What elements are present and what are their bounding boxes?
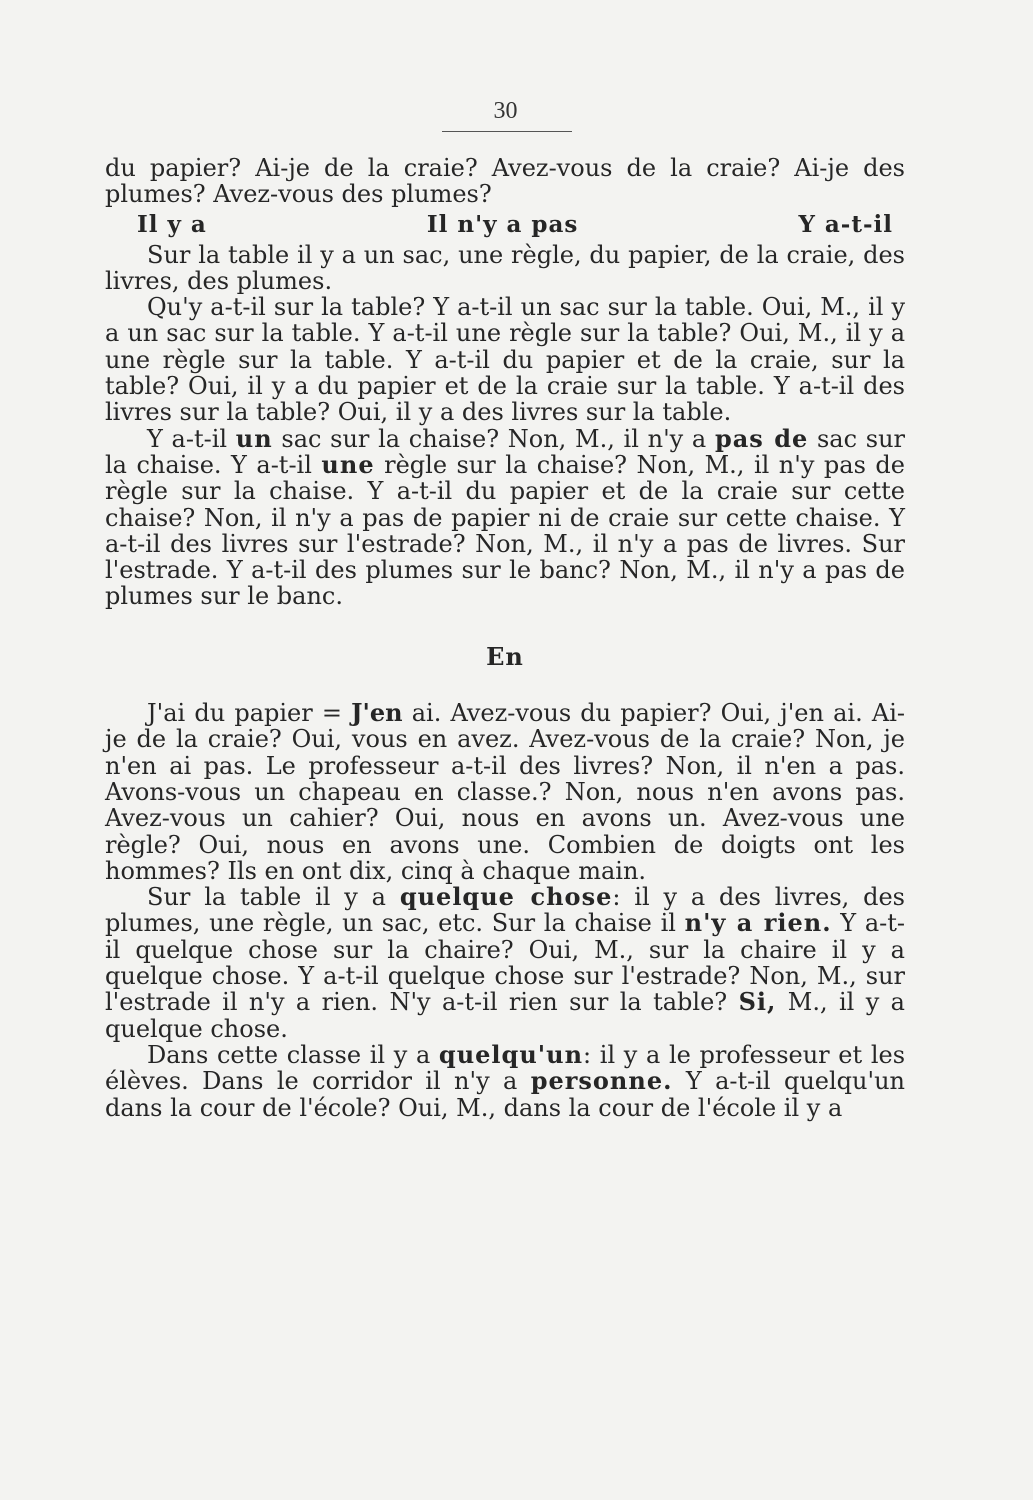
paragraph-7 bbox=[105, 1039, 906, 1122]
bold-term: quelque chose bbox=[399, 882, 613, 912]
header-rule bbox=[442, 131, 572, 132]
paragraph-5 bbox=[105, 700, 905, 884]
text-span: sac sur la chaise. Y a-t-il bbox=[105, 424, 906, 479]
heading-row bbox=[105, 208, 905, 242]
text-span: Y a-t-il bbox=[147, 424, 236, 453]
page-number: 30 bbox=[493, 98, 518, 124]
section-title-en: En bbox=[486, 641, 524, 671]
text-span: Dans cette classe il y a bbox=[147, 1040, 439, 1069]
text-span: Y a-t-il quelque chose sur la chaire? Oui, M., sur la chaire il y a quelque chose. Y a-t-il quelque chose sur l'estrade? Non, M., sur l'estrade il n'y a rien. N'y a-t-il rien sur la table? bbox=[105, 909, 905, 1017]
bold-term: quelqu'un bbox=[438, 1039, 584, 1069]
text-span: : il y a des livres, des plumes, une règle, un sac, etc. Sur la chaise il bbox=[105, 883, 906, 938]
bold-term: personne. bbox=[530, 1066, 673, 1096]
bold-term: Si, bbox=[738, 987, 777, 1017]
bold-term: pas de bbox=[714, 423, 809, 453]
text-span: Y a-t-il quelqu'un dans la cour de l'école? Oui, M., dans la cour de l'école il y a bbox=[105, 1067, 905, 1122]
text-span: M., il y a quelque chose. bbox=[105, 988, 905, 1043]
body-text bbox=[105, 155, 905, 1121]
text-span: Sur la table il y a bbox=[147, 883, 400, 912]
bold-term: n'y a rien. bbox=[684, 908, 832, 938]
text-span: : il y a le professeur et les élèves. Dans le corridor il n'y a bbox=[105, 1040, 906, 1096]
bold-term: un bbox=[235, 423, 273, 453]
heading-y-a-t-il: Y a-t-il bbox=[798, 210, 893, 238]
text-span: règle sur la chaise? Non, M., il n'y pas de règle sur la chaise. Y a-t-il du papier et de la craie sur cette chaise? Non, il n'y a pas de papier ni de craie sur cette chaise. Y a-t-il des livres sur l'estrade? Non, M., il n'y a pas de livres. Sur l'estrade. Y a-t-il des plumes sur le banc? Non, M., il n'y a pas de plumes sur le banc. bbox=[105, 450, 905, 611]
text-span: J'ai du papier = bbox=[147, 699, 352, 728]
paragraph-3: Qu'y a-t-il sur la table? Y a-t-il un sac sur la table. Oui, M., il y a un sac sur la table. Y a-t-il une règle sur la table? Oui, M., il y a une règle sur la table. Y a-t-il du papier et de la craie, sur la table? Oui, il y a du papier et de la craie sur la table. Y a-t-il des livres sur la table? Oui, il y a des livres sur la table. bbox=[105, 293, 905, 427]
heading-il-n-y-a-pas: Il n'y a pas bbox=[426, 210, 579, 238]
paragraph-4 bbox=[105, 423, 906, 611]
paragraph-6 bbox=[105, 884, 905, 1042]
bold-term: une bbox=[321, 449, 375, 479]
paragraph-1: du papier? Ai-je de la craie? Avez-vous de la craie? Ai-je des plumes? Avez-vous des plumes? bbox=[105, 154, 905, 209]
bold-term: J'en bbox=[351, 698, 403, 728]
text-span: ai. Avez-vous du papier? Oui, j'en ai. Ai-je de la craie? Oui, vous en avez. Avez-vous de la craie? Non, je n'en ai pas. Le professeur a-t-il des livres? Non, il n'en a pas. Avons-vous un chapeau en classe.? Non, nous n'en avons pas. Avez-vous un cahier? Oui, nous en avons un. Avez-vous une règle? Oui, nous en avons une. Combien de doigts ont les hommes? Ils en ont dix, cinq à chaque main. bbox=[105, 699, 905, 885]
paragraph-2: Sur la table il y a un sac, une règle, du papier, de la craie, des livres, des plumes. bbox=[105, 240, 905, 295]
text-span: sac sur la chaise? Non, M., il n'y a bbox=[272, 424, 715, 453]
heading-il-y-a: Il y a bbox=[137, 210, 207, 238]
